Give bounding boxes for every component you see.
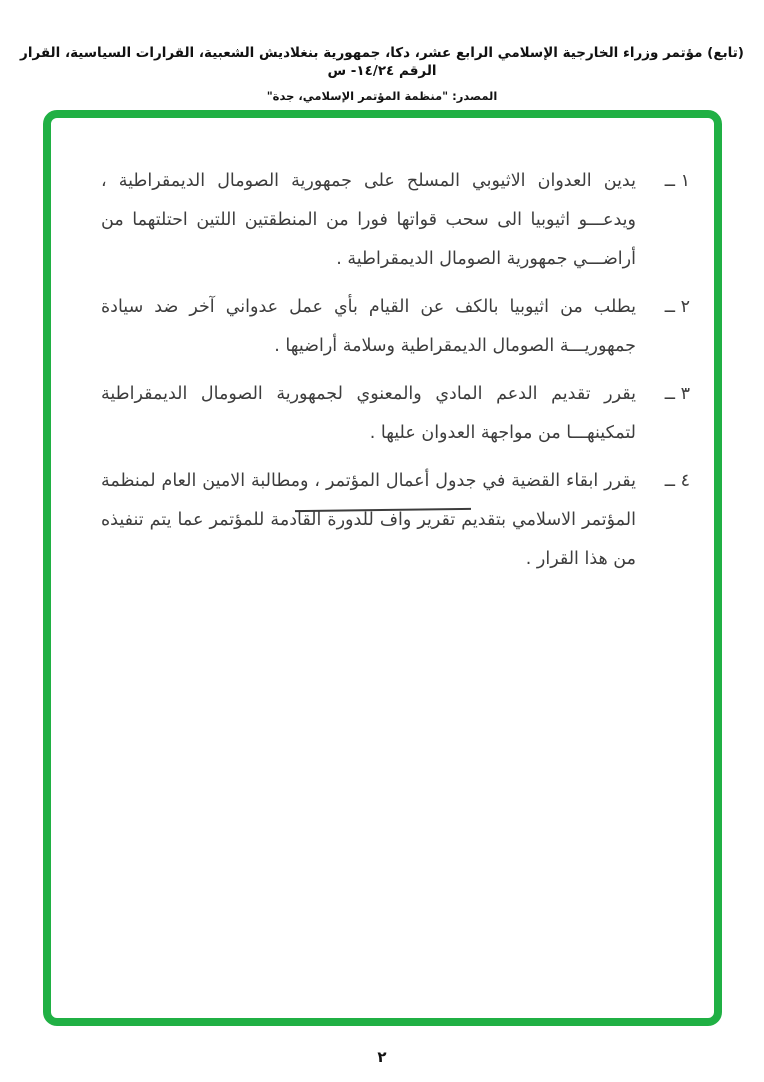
clause-text: يقرر تقديم الدعم المادي والمعنوي لجمهورية الصومال الديمقراطية لتمكينهـــا من مواجهة العدوان عليها . xyxy=(101,384,636,443)
resolution-clause-4 xyxy=(101,462,690,579)
clause-text: يطلب من اثيوبيا بالكف عن القيام بأي عمل عدواني آخر ضد سيادة جمهوريـــة الصومال الديمقراطية وسلامة أراضيها . xyxy=(101,297,636,356)
clause-number: ٣ ــ xyxy=(664,384,690,404)
clause-dash: ــ xyxy=(664,297,676,317)
document-header xyxy=(0,44,764,103)
resolution-clause-1 xyxy=(101,162,690,279)
page-number: ٢ xyxy=(377,1048,387,1066)
clause-dash: ــ xyxy=(664,384,676,404)
clause-number: ٤ ــ xyxy=(664,471,690,491)
clause-dash: ــ xyxy=(664,171,676,191)
resolution-body xyxy=(51,118,714,588)
document-source: المصدر: "منظمة المؤتمر الإسلامي، جدة" xyxy=(266,89,498,103)
clause-number: ٢ ــ xyxy=(664,297,690,317)
clause-text: يدين العدوان الاثيوبي المسلح على جمهورية الصومال الديمقراطية ، ويدعـــو اثيوبيا الى سحب قواتها فورا من المنطقتين اللتين احتلتهما من أراضـــي جمهورية الصومال الديمقراطية . xyxy=(101,171,636,269)
clause-dash: ــ xyxy=(664,471,676,491)
resolution-clause-3 xyxy=(101,375,690,453)
clause-text: يقرر ابقاء القضية في جدول أعمال المؤتمر ، ومطالبة الامين العام لمنظمة المؤتمر الاسلامي بتقديم تقرير واف للدورة القادمة للمؤتمر عما يتم تنفيذه من هذا القرار . xyxy=(101,471,636,569)
clause-number: ١ ــ xyxy=(664,171,690,191)
document-title: (تابع) مؤتمر وزراء الخارجية الإسلامي الرابع عشر، دكا، جمهورية بنغلاديش الشعبية، القرارات السياسية، القرار الرقم ١٤/٢٤- س xyxy=(20,45,744,79)
resolution-clause-2 xyxy=(101,288,690,366)
